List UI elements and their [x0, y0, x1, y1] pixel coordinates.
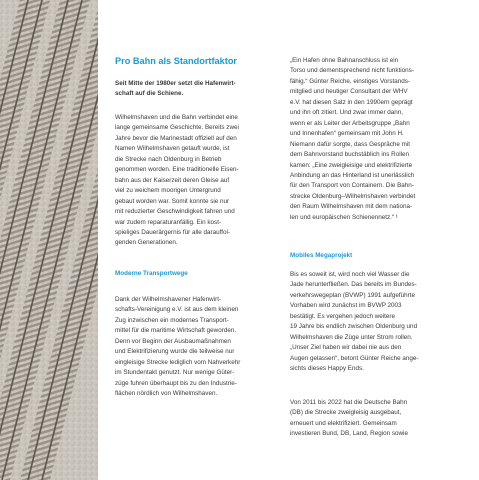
text-line: len und europäischen Schienennetz.“ ¹: [290, 213, 398, 221]
text-line: und Innenhafen“ gemeinsam mit John H.: [290, 130, 404, 138]
text-line: strecke Oldenburg–Wilhelmshaven verbindet: [290, 192, 416, 200]
text-line: Jade herunterfließen. Das bereits im Bundes-: [290, 281, 417, 289]
text-line: Wilhelmshaven und die Bahn verbindet eine: [115, 114, 238, 121]
text-line: Dank der Wilhelmshavener Hafenwirt-: [115, 296, 222, 303]
text-line: wenn er als Leiter der Arbeitsgruppe „Bahn: [290, 119, 410, 127]
text-line: Augen gelassen“, betont Günter Reiche ange-: [290, 354, 419, 362]
text-line: schaft auf die Schiene.: [115, 90, 184, 98]
text-line: für den Transport von Containern. Die Bahn-: [290, 182, 414, 190]
text-line: fähig.“ Günter Reiche, einstiges Vorstands-: [290, 77, 411, 85]
text-line: züge fuhren überhaupt bis zu den Industrie-: [115, 379, 237, 387]
text-line: und Elektrifizierung wurde die teilweise nur: [115, 348, 235, 356]
body-paragraph-4: [290, 270, 418, 375]
text-line: Bis es soweit ist, wird noch viel Wasser die: [290, 271, 410, 278]
text-line: eingleisige Strecke lediglich vom Nahverkehr: [115, 358, 241, 366]
text-line: sichts dieses Happy Ends.: [290, 365, 364, 373]
text-line: mittel für die maritime Wirtschaft geworden.: [115, 327, 237, 335]
article-page: [98, 0, 479, 480]
text-line: schafts-Vereinigung e.V. ist aus dem kleinen: [115, 306, 239, 314]
text-line: Zug inzwischen ein modernes Transport-: [115, 316, 229, 324]
text-line: kamen: „Eine zweigleisige und elektrifizierte: [290, 161, 413, 169]
body-paragraph-5: [290, 398, 408, 440]
text-line: verkehrswegeplan (BVWP) 1991 aufgeführte: [290, 291, 415, 299]
text-line: Niemann dafür sorgte, dass Gespräche mit: [290, 140, 411, 148]
text-line: Torso und dementsprechend nicht funktions-: [290, 67, 414, 75]
subheading-moderne-transportwege: Moderne Transportwege: [115, 270, 188, 277]
body-paragraph-1: [115, 113, 239, 249]
lead-paragraph: [115, 79, 257, 99]
text-line: die Strecke nach Oldenburg in Betrieb: [115, 155, 222, 163]
text-line: viel zu weichem moorigen Untergrund: [115, 187, 221, 195]
text-line: flächen nördlich von Wilhelmshaven.: [115, 390, 218, 398]
subheading-mobiles-megaprojekt: Mobiles Megaprojekt: [290, 252, 353, 259]
text-line: „Unser Ziel haben wir dabei nie aus den: [290, 344, 402, 352]
text-line: investieren Bund, DB, Land, Region sowie: [290, 430, 408, 438]
text-line: und ihn oft zitiert. Und zwar immer dann,: [290, 109, 404, 117]
text-line: genommen worden. Eine traditionelle Eisen-: [115, 166, 239, 174]
text-line: mitglied und heutiger Consultant der WHV: [290, 88, 408, 96]
text-line: dem Bahnvorstand buchstäblich ins Rollen: [290, 151, 410, 159]
text-line: (DB) die Strecke zweigleisig ausgebaut,: [290, 409, 402, 417]
text-line: mit reduzierter Geschwindigkeit fahren und: [115, 208, 235, 216]
text-line: Denn vor Beginn der Ausbaumaßnahmen: [115, 337, 231, 345]
text-line: den Raum Wilhelmshaven mit dem nationa-: [290, 203, 413, 211]
text-line: Wilhelmshaven die Züge unter Strom rollen.: [290, 333, 413, 341]
text-line: Vorhaben wird zunächst im BVWP 2003: [290, 302, 402, 310]
railway-track-photo: [0, 0, 98, 480]
text-line: Jahre bevor die Marinestadt offiziell auf den: [115, 134, 237, 142]
body-paragraph-3: [290, 56, 415, 223]
text-line: Namen Wilhelmshaven getauft wurde, ist: [115, 145, 230, 153]
text-line: genden Generationen.: [115, 239, 178, 247]
section-heading: Pro Bahn als Standortfaktor: [115, 56, 238, 66]
text-line: 19 Jahre bis endlich zwischen Oldenburg und: [290, 323, 418, 331]
text-line: Von 2011 bis 2022 hat die Deutsche Bahn: [290, 399, 408, 406]
text-line: Anbindung an das Hinterland ist unerlässlich: [290, 171, 415, 179]
railway-tracks-illustration: [0, 0, 98, 480]
body-paragraph-2: [115, 295, 240, 400]
text-line: lange gemeinsame Geschichte. Bereits zwei: [115, 124, 239, 132]
text-line: e.V. hat diesen Satz in den 1990ern geprägt: [290, 98, 413, 106]
text-line: gebaut worden war. Somit konnte sie nur: [115, 197, 230, 205]
text-line: bahn aus der Kaiserzeit deren Gleise auf: [115, 176, 230, 184]
text-line: war zudem reparaturanfällig. Ein kost-: [115, 218, 222, 226]
text-line: „Ein Hafen ohne Bahnanschluss ist ein: [290, 57, 399, 64]
text-line: spieliges Dauerärgernis für alle darauffol-: [115, 228, 231, 236]
text-line: bestätigt. Es vergehen jedoch weitere: [290, 312, 396, 320]
text-line: Seit Mitte der 1980er setzt die Hafenwirt-: [115, 80, 236, 87]
text-line: im Stundentakt genutzt. Nur wenige Güter-: [115, 369, 235, 377]
text-line: erneuert und elektrifiziert. Gemeinsam: [290, 419, 397, 427]
